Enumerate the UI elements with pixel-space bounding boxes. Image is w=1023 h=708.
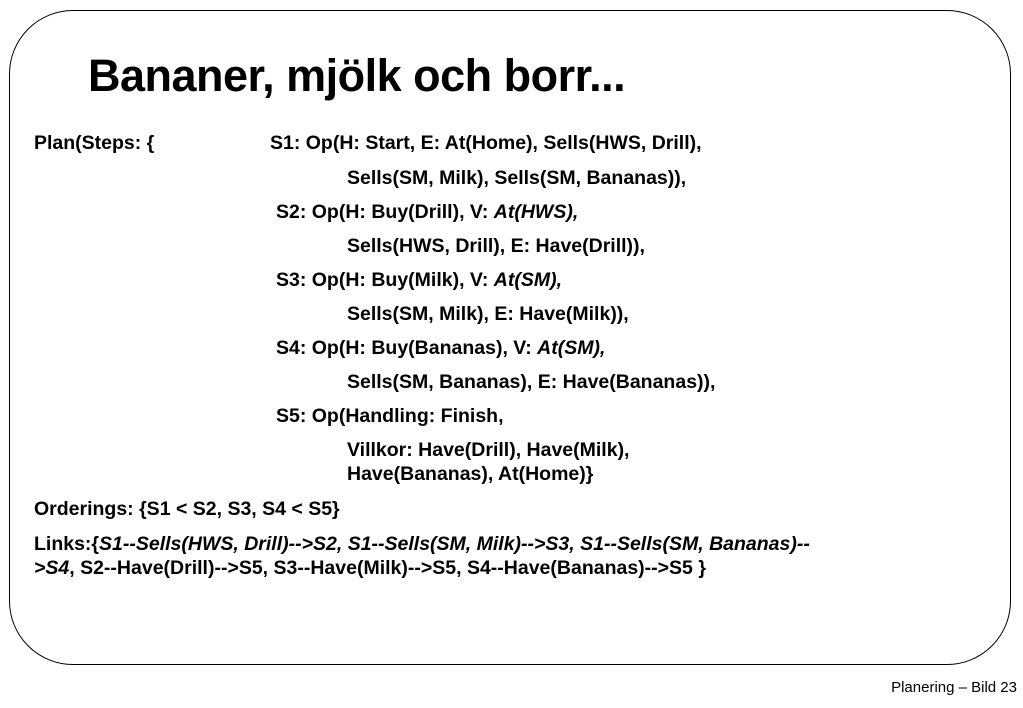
step-s1-line2: Sells(SM, Milk), Sells(SM, Bananas)), xyxy=(347,167,687,189)
slide-title: Bananer, mjölk och borr... xyxy=(88,50,626,101)
step-s5-line3: Have(Bananas), At(Home)} xyxy=(347,463,594,485)
links-prefix: Links:{ xyxy=(34,533,100,555)
step-s5-line1: S5: Op(Handling: Finish, xyxy=(276,405,504,427)
step-s3-condition: At(SM), xyxy=(493,269,562,291)
orderings-line: Orderings: {S1 < S2, S3, S4 < S5} xyxy=(34,498,340,520)
step-s1-line1: S1: Op(H: Start, E: At(Home), Sells(HWS, Drill), xyxy=(270,132,702,154)
step-s2-line1 xyxy=(276,200,578,224)
links-italic-part1: S1--Sells(HWS, Drill)-->S2, S1--Sells(SM, Milk)-->S3, S1--Sells(SM, Bananas)-- xyxy=(99,533,810,555)
links-line1 xyxy=(34,532,810,556)
step-s4-text: S4: Op(H: Buy(Bananas), V: xyxy=(276,337,538,359)
links-rest: , S2--Have(Drill)-->S5, S3--Have(Milk)-->S5, S4--Have(Bananas)-->S5 } xyxy=(69,557,706,579)
step-s3-line2: Sells(SM, Milk), E: Have(Milk)), xyxy=(347,303,629,325)
links-italic-part2: >S4 xyxy=(34,557,70,579)
step-s4-line2: Sells(SM, Bananas), E: Have(Bananas)), xyxy=(347,371,716,393)
step-s2-text: S2: Op(H: Buy(Drill), V: xyxy=(276,201,494,223)
links-line2 xyxy=(34,556,706,580)
step-s3-line1 xyxy=(276,268,562,292)
plan-prefix: Plan(Steps: { xyxy=(34,132,155,154)
step-s2-condition: At(HWS), xyxy=(493,201,579,223)
step-s2-line2: Sells(HWS, Drill), E: Have(Drill)), xyxy=(347,235,645,257)
step-s4-line1 xyxy=(276,336,605,360)
step-s4-condition: At(SM), xyxy=(537,337,606,359)
step-s3-text: S3: Op(H: Buy(Milk), V: xyxy=(276,269,494,291)
slide-footer: Planering – Bild 23 xyxy=(891,679,1017,696)
step-s5-line2: Villkor: Have(Drill), Have(Milk), xyxy=(347,439,630,461)
